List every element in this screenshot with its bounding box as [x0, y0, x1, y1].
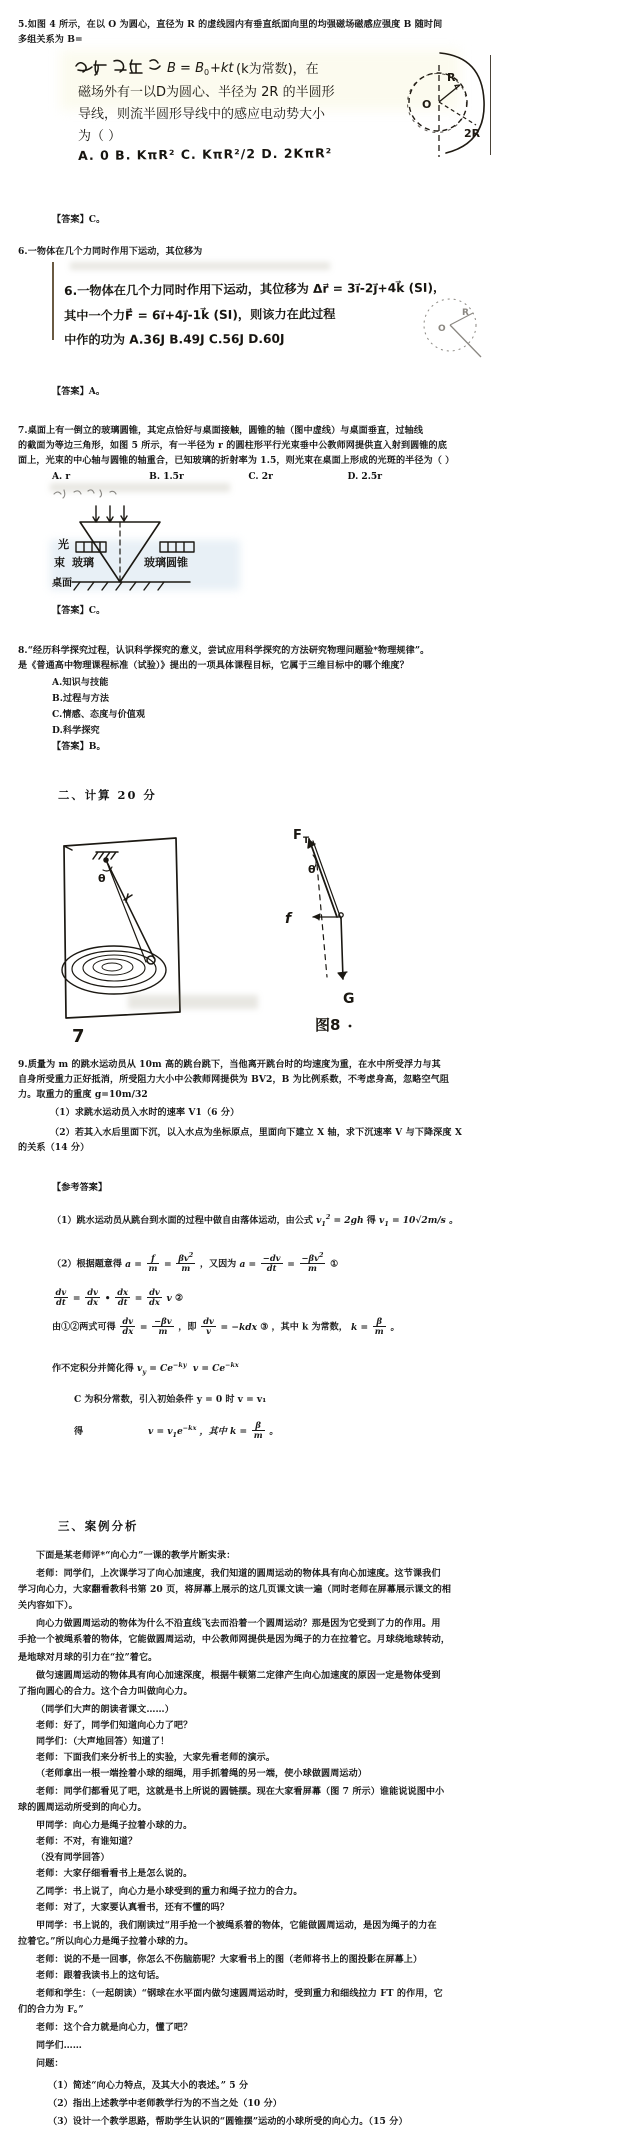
s3-text-14: 老师：同学们都看见了吧，这就是书上所说的圆链摆。现在大家看屏幕（图 7 所示）谁能说说图中小 — [36, 1786, 445, 1797]
q5-options-text: A. 0 B. KπR² C. KπR²/2 D. 2KπR² — [78, 145, 333, 163]
answer-step2-eq-a: a = $\frac{f}{m}$ = $\frac{\beta v^2}{m}$ — [125, 1251, 194, 1273]
svg-text:束: 束 — [54, 556, 65, 569]
s3-text-12: 老师：下面我们来分析书上的实验，大家先看老师的演示。 — [36, 1752, 276, 1763]
s3-text-19: 老师：大家仔细看看书上是怎么说的。 — [36, 1868, 193, 1879]
q6-hw-text-1: 6.一物体在几个力同时作用下运动，其位移为 Δr⃗ = 3i⃗-2j⃗+4k⃗ (SI)， — [64, 280, 446, 298]
q5-handwritten-options — [78, 145, 332, 163]
s3-text-27: 们的合力为 F。” — [18, 2004, 84, 2015]
answer-step-2 — [52, 1252, 612, 1273]
q8-option-b-text: B.过程与方法 — [52, 693, 110, 704]
section3-line-3 — [18, 1599, 610, 1614]
svg-text:玻璃圆锥: 玻璃圆锥 — [144, 556, 188, 569]
q8-stem-text-2: 是《普通高中物理课程标准（试验）》提出的一项具体课程目标，它属于三维目标中的哪个维度？ — [18, 660, 409, 671]
q7-stem-line3 — [18, 454, 610, 469]
s3-text-6: 是地球对月球的引力在“拉”着它。 — [18, 1652, 158, 1663]
svg-text:为（ ）: 为（ ） — [78, 129, 122, 144]
q9-stem-text-1: 9.质量为 m 的跳水运动员从 10m 高的跳台跳下，当他离开跳台时的均速度为重，在水中所受浮力与其 — [18, 1059, 441, 1070]
section3-line-28 — [18, 2021, 610, 2036]
q6-handwriting-line3 — [64, 330, 285, 348]
q7-options — [52, 471, 472, 482]
s3-text-10: 老师：好了，同学们知道向心力了吧？ — [36, 1720, 193, 1731]
svg-text:O: O — [438, 324, 446, 334]
q8-option-a[interactable] — [52, 676, 108, 691]
answer-step6-text: C 为积分常数，引入初始条件 y = 0 时 v = v₁ — [74, 1394, 267, 1405]
answer-step4-prefix: 由①②两式可得 — [52, 1321, 116, 1333]
answer-step4-mid: ，即 — [178, 1321, 197, 1333]
q9-sub2-line2 — [18, 1141, 610, 1156]
q6-figure-faint — [415, 295, 520, 370]
answer-step4-eq-c: k = $\frac{\beta}{m}$ 。 — [351, 1316, 400, 1336]
s3-text-7: 做匀速圆周运动的物体具有向心加速深度，根据牛顿第二定律产生向心加速度的原因一定是物体受到 — [36, 1670, 441, 1681]
svg-text:磁场外有一以D为圆心、半径为 2R 的半圆形: 磁场外有一以D为圆心、半径为 2R 的半圆形 — [78, 85, 335, 100]
section3-line-24 — [18, 1953, 610, 1968]
s3-text-1: 老师：同学们，上次课学习了向心加速度，我们知道的圆周运动的物体具有向心加速度。这节课我们 — [36, 1568, 441, 1579]
section3-line-13 — [18, 1767, 610, 1782]
q7-answer — [52, 604, 105, 619]
svg-text:G: G — [343, 991, 355, 1007]
section3-line-17 — [18, 1835, 610, 1850]
answer-eq-marker-1: ① — [330, 1258, 339, 1270]
q9-sub1 — [50, 1106, 610, 1121]
s3-text-11: 同学们：（大声地回答）知道了！ — [36, 1736, 170, 1747]
s3-text-9: （同学们大声的朗读者课文……） — [36, 1704, 174, 1715]
s3-text-2: 学习向心力，大家翻看教科书第 20 页，将屏幕上展示的这几页课文读一遍（同时老师在屏幕展示课文的相 — [18, 1584, 452, 1595]
svg-text:F: F — [293, 828, 302, 843]
section3-line-30 — [18, 2057, 610, 2072]
q7-stem-text-3: 面上，光束的中心轴与圆锥的轴重合，已知玻璃的折射率为 1.5，则光束在桌面上形成的光斑的半径为（ ） — [18, 455, 455, 466]
answer-step4-eq-b: $\frac{dv}{v}$ = −kdx — [203, 1316, 261, 1336]
section3-line-22 — [18, 1919, 610, 1934]
section3-line-11 — [18, 1735, 610, 1750]
s3-text-22: 甲同学：书上说的，我们刚读过“用手抢一个被绳系着的物体，它能做圆周运动，是因为绳子的力在 — [36, 1920, 437, 1931]
section3-line-18 — [18, 1851, 610, 1866]
section3-title-text: 三、案例分析 — [58, 1519, 139, 1533]
svg-text:θ: θ — [308, 863, 316, 876]
q5-stem-text-2: 多组关系为 B= — [18, 34, 83, 45]
section3-line-6 — [18, 1651, 610, 1666]
s3-q3-text: （3）设计一个教学思路，帮助学生认识的“圆锥摆”运动的小球所受的向心力。（15 分） — [48, 2116, 408, 2127]
s3-q1-text: （1）简述“向心力特点，及其大小的表述。” 5 分 — [48, 2080, 249, 2091]
q7-option-d[interactable]: D. 2.5r — [347, 471, 383, 482]
q5-stem-line1 — [18, 18, 610, 33]
section2-title-text: 二、计算 20 分 — [58, 788, 157, 802]
q7-option-a[interactable]: A. r — [52, 471, 71, 482]
q7-stem-line2 — [18, 439, 610, 454]
section3-line-12 — [18, 1751, 610, 1766]
section3-line-14 — [18, 1785, 610, 1800]
reference-answer-header — [52, 1181, 107, 1196]
section3-line-27 — [18, 2003, 610, 2018]
svg-text:B = B: B = B — [167, 61, 204, 76]
q9-stem-line1 — [18, 1058, 610, 1073]
q8-answer — [52, 740, 106, 755]
reference-answer-header-text: 【参考答案】 — [52, 1182, 108, 1193]
answer-step3-eq: $\frac{dv}{dt}$ = $\frac{dv}{dx}$ • $\frac{dx}{dt}$ = $\frac{dv}{dx}$ v — [55, 1287, 175, 1307]
answer-step4-eq-a: $\frac{dv}{dx}$ = $\frac{-\beta v}{m}$ — [122, 1316, 172, 1336]
answer-step-7-label — [74, 1424, 83, 1439]
section3-line-25 — [18, 1969, 610, 1984]
q6-stem-text: 6.一物体在几个力同时作用下运动，其位移为 — [18, 246, 203, 257]
section3-line-2 — [18, 1583, 610, 1598]
s3-text-8: 了指向圆心的合力。这个合力叫做向心力。 — [18, 1686, 193, 1697]
section3-line-21 — [18, 1901, 610, 1916]
q8-option-c-text: C.情感、态度与价值观 — [52, 709, 146, 720]
svg-text:R: R — [447, 71, 456, 84]
section3-line-20 — [18, 1885, 610, 1900]
s3-text-18: （没有同学回答） — [36, 1852, 110, 1863]
svg-text:(k为常数)，在: (k为常数)，在 — [236, 62, 319, 77]
q8-option-d-text: D.科学探究 — [52, 725, 100, 736]
svg-text:θ: θ — [98, 872, 106, 885]
section3-question-1 — [48, 2079, 610, 2094]
q5-stem-line2 — [18, 33, 610, 48]
q7-figure-5 — [48, 486, 248, 596]
section3-title — [58, 1518, 138, 1534]
answer-step5-eq: $v_y = Ce^{-ky}$ $v = Ce^{-kx}$ — [137, 1361, 239, 1376]
section3-line-15 — [18, 1801, 610, 1816]
section3-line-16 — [18, 1819, 610, 1834]
answer-step-1 — [52, 1210, 612, 1232]
section3-line-0 — [18, 1549, 610, 1564]
q8-option-b[interactable] — [52, 692, 109, 707]
q6-hw-text-3: 中作的功为 A.36J B.49J C.56J D.60J — [64, 331, 285, 347]
s3-text-25: 老师：跟着我读书上的这句话。 — [36, 1970, 165, 1981]
svg-text:R: R — [462, 308, 469, 318]
answer-step5-prefix: 作不定积分并简化得 — [52, 1363, 134, 1375]
section3-line-9 — [18, 1703, 610, 1718]
s3-text-20: 乙同学：书上说了，向心力是小球受到的重力和绳子拉力的合力。 — [36, 1886, 303, 1897]
q8-option-c[interactable] — [52, 708, 145, 723]
svg-text:玻璃: 玻璃 — [72, 556, 94, 569]
section3-line-1 — [18, 1567, 610, 1582]
s3-text-30: 问题： — [36, 2058, 64, 2069]
q8-answer-text: 【答案】B。 — [52, 741, 106, 752]
svg-text:O: O — [422, 98, 432, 111]
q9-stem-line2 — [18, 1073, 610, 1088]
s3-text-29: 同学们…… — [36, 2040, 82, 2051]
s3-text-28: 老师：这个合力就是向心力，懂了吧？ — [36, 2022, 193, 2033]
section2-figure-7 — [58, 830, 248, 1045]
svg-text:导线，则流半圆形导线中的感应电动势大小: 导线，则流半圆形导线中的感应电动势大小 — [78, 107, 326, 122]
section3-line-29 — [18, 2039, 610, 2054]
svg-text:2R: 2R — [464, 127, 481, 140]
svg-text:桌面: 桌面 — [52, 578, 72, 589]
section3-line-7 — [18, 1669, 610, 1684]
svg-text:0: 0 — [204, 68, 210, 77]
s3-text-21: 老师：对了，大家要认真看书，还有不懂的吗？ — [36, 1902, 230, 1913]
answer-step1-prefix: （1）跳水运动员从跳台到水面的过程中做自由落体运动，由公式 — [52, 1215, 313, 1227]
q7-option-c[interactable]: C. 2r — [248, 471, 273, 482]
section2-title — [58, 787, 157, 803]
answer-eq-marker-2: ② — [175, 1292, 184, 1304]
q8-stem-line1 — [18, 644, 610, 659]
q9-stem-line3 — [18, 1088, 610, 1103]
q8-option-d[interactable] — [52, 724, 100, 739]
q9-sub1-text: （1）求跳水运动员入水时的速率 V1（6 分） — [50, 1107, 240, 1118]
q6-handwriting-line1 — [64, 279, 445, 299]
q5-answer — [52, 213, 105, 228]
svg-text:7: 7 — [72, 1026, 85, 1047]
q6-scan-smudge-top — [70, 262, 330, 270]
answer-step2-prefix: （2）根据题意得 — [52, 1258, 122, 1270]
q5-figure-4 — [392, 45, 512, 163]
section3-line-5 — [18, 1633, 610, 1648]
q6-handwriting-line2 — [64, 305, 335, 324]
q9-sub2-text-1: （2）若其入水后里面下沉，以入水点为坐标原点，里面向下建立 X 轴，求下沉速率 V 与下降深度 X — [50, 1127, 462, 1138]
answer-step2-eq-b: a = $\frac{-dv}{dt}$ = $\frac{-\beta v^2}{m}$ — [239, 1251, 324, 1273]
section2-figure-smudge — [128, 995, 258, 1009]
answer-step-7-eq — [148, 1421, 278, 1443]
q8-stem-line2 — [18, 659, 610, 674]
s3-text-0: 下面是某老师评*“向心力”一课的教学片断实录： — [36, 1550, 236, 1561]
s3-text-5: 手抢一个被绳系着的物体，它能做圆周运动，中公教师网提供是因为绳子的力在拉着它。月球绕地球转动， — [18, 1634, 451, 1645]
q6-margin-rule — [52, 262, 54, 340]
answer-step7-equation: $v = v_1e^{-kx}$ ，其中 k = $\frac{\beta}{m}$ 。 — [148, 1420, 279, 1441]
svg-text:图8: 图8 — [315, 1016, 341, 1034]
q6-answer — [52, 385, 105, 400]
s3-text-16: 甲同学：向心力是绳子拉着小球的力。 — [36, 1820, 193, 1831]
q6-hw-text-2: 其中一个力F⃗ = 6i⃗+4j⃗-1k⃗ (SI)，则该力在此过程 — [64, 307, 336, 323]
s3-q2-text: （2）指出上述教学中老师教学行为的不当之处（10 分） — [48, 2098, 283, 2109]
answer-step-5 — [52, 1358, 612, 1380]
answer-step1-mid: 得 — [366, 1215, 376, 1227]
q6-stem — [18, 245, 610, 260]
svg-text:T: T — [303, 836, 310, 846]
section3-question-2 — [48, 2097, 610, 2112]
q7-stem-text-2: 的截面为等边三角形，如图 5 所示，有一半径为 r 的圆柱形平行光束垂中公教师网提供直入射到圆锥的底 — [18, 440, 447, 451]
q5-stem-text-1: 5.如图 4 所示，在以 O 为圆心，直径为 R 的虚线园内有垂直纸面向里的均强磁场磁感应强度 B 随时间 — [18, 19, 443, 30]
svg-text:+kt: +kt — [210, 61, 234, 76]
section3-line-8 — [18, 1685, 610, 1700]
answer-step2-mid: ，又因为 — [199, 1258, 237, 1270]
s3-text-23: 拉着它。”所以向心力是绳子拉着小球的力。 — [18, 1936, 194, 1947]
s3-text-15: 球的圆周运动所受到的向心力。 — [18, 1802, 147, 1813]
answer-step-3 — [52, 1288, 612, 1307]
q7-answer-text: 【答案】C。 — [52, 605, 106, 616]
q6-answer-text: 【答案】A。 — [52, 386, 106, 397]
section2-figure-8 — [255, 825, 405, 1040]
section3-line-19 — [18, 1867, 610, 1882]
answer-step7-prefix: 得 — [74, 1426, 84, 1437]
s3-text-4: 向心力做圆周运动的物体为什么不沿直线飞去而沿着一个圆周运动？那是因为它受到了力的作用。用 — [36, 1618, 441, 1629]
q5-answer-text: 【答案】C。 — [52, 214, 106, 225]
q8-stem-text-1: 8.“经历科学探究过程，认识科学探究的意义，尝试应用科学探究的方法研究物理问题验*物理规律”。 — [18, 645, 430, 656]
q9-sub2-text-2: 的关系（14 分） — [18, 1142, 90, 1153]
answer-step4-tail: ，其中 k 为常数， — [271, 1321, 348, 1333]
answer-step1-eq-b: $v_1 = 10√2m/s$ 。 — [379, 1215, 459, 1228]
section3-question-3 — [48, 2115, 610, 2130]
section3-line-4 — [18, 1617, 610, 1632]
q9-sub2-line1 — [50, 1126, 610, 1141]
section3-line-26 — [18, 1987, 610, 2002]
q9-stem-text-2: 自身所受重力正好抵消，所受阻力大小中公教师网提供为 BV2，B 为比例系数，不考虑身高，忽略空气阻 — [18, 1074, 450, 1085]
answer-eq-marker-3: ③ — [260, 1321, 269, 1333]
s3-text-13: （老师拿出一根一端拴着小球的细绳，用手抓着绳的另一端，使小球做圆周运动） — [36, 1768, 367, 1779]
s3-text-17: 老师：不对，有谁知道？ — [36, 1836, 138, 1847]
section3-line-23 — [18, 1935, 610, 1950]
s3-text-3: 关内容如下）。 — [18, 1600, 78, 1611]
s3-text-26: 老师和学生：（一起朗读）“钢球在水平面内做匀速圆周运动时，受到重力和细线拉力 FT 的作用，它 — [36, 1988, 443, 1999]
q7-stem-text-1: 7.桌面上有一倒立的玻璃圆锥，其定点恰好与桌面接触，圆锥的轴（图中虚线）与桌面垂直，过轴线 — [18, 425, 424, 436]
answer-step1-eq-a: $v_1^2 = 2gh$ — [316, 1213, 364, 1228]
svg-text:光: 光 — [58, 538, 69, 551]
s3-text-24: 老师：说的不是一回事，你怎么不伤脑筋呢？大家看书上的图（老师将书上的图投影在屏幕上） — [36, 1954, 423, 1965]
answer-step-4 — [52, 1317, 612, 1336]
section3-line-10 — [18, 1719, 610, 1734]
q7-option-b[interactable]: B. 1.5r — [149, 471, 184, 482]
q7-stem-line1 — [18, 424, 610, 439]
q9-stem-text-3: 力。取重力的重度 g=10m/32 — [18, 1089, 148, 1100]
q8-option-a-text: A.知识与技能 — [52, 677, 109, 688]
answer-step-6 — [74, 1392, 614, 1407]
svg-text:f: f — [285, 911, 292, 927]
